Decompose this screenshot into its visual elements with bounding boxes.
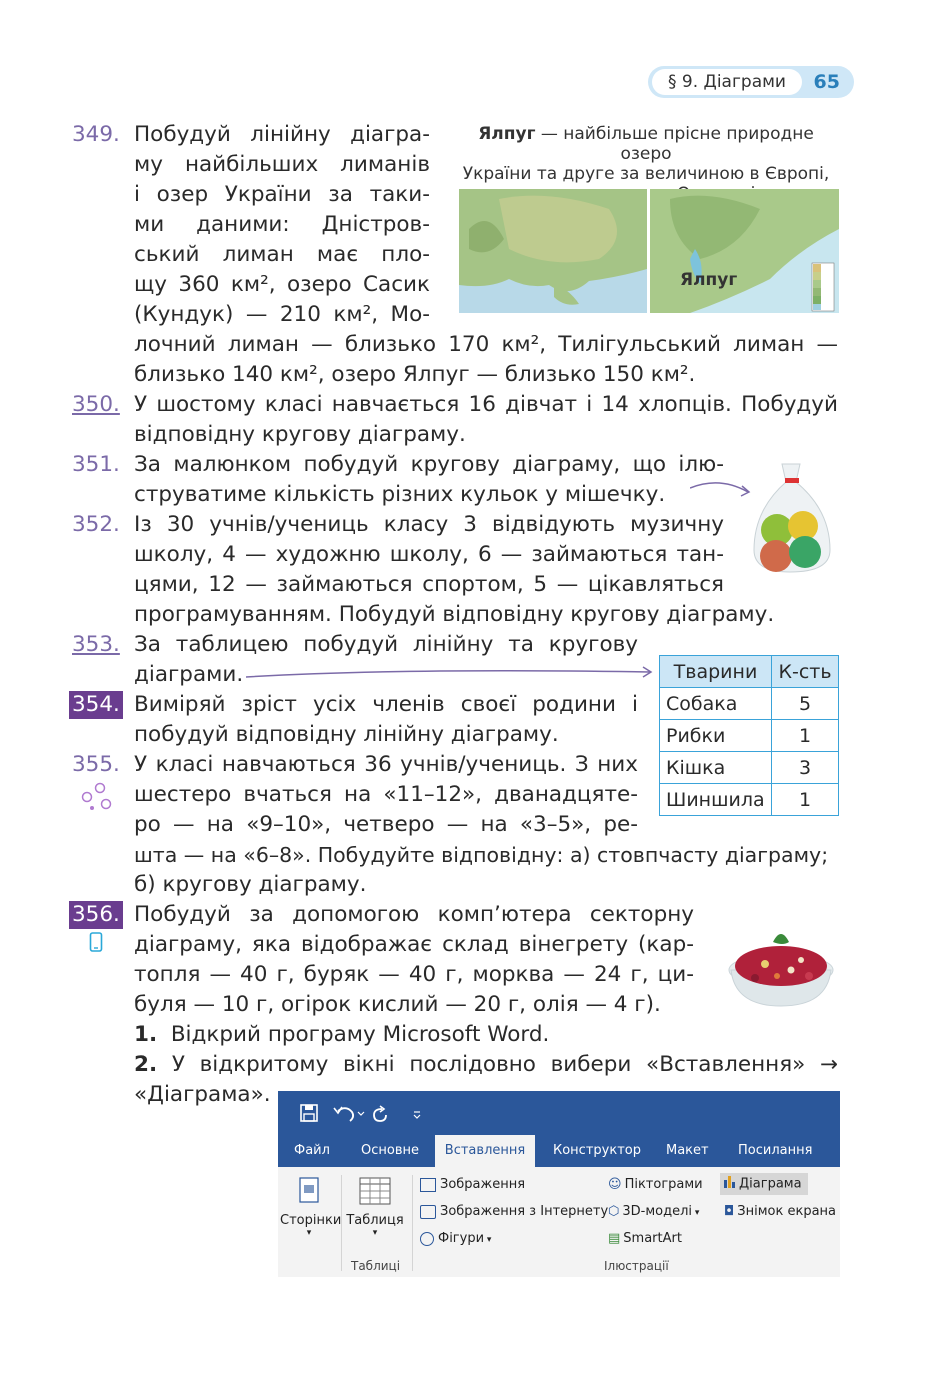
elevation-legend — [812, 263, 834, 311]
images-label: Зображення — [440, 1177, 526, 1192]
exercise-351-number: 351. — [72, 452, 120, 477]
text-line: щу 360 км², озеро Сасик — [134, 272, 430, 297]
tables-group-label: Таблиці — [351, 1259, 401, 1273]
table-cell: Собака — [660, 688, 772, 720]
step-2-text: У відкритому вікні послідовно вибери «Вставлення» → — [171, 1052, 838, 1077]
caption-rest: — найбільше прісне природне озеро — [535, 124, 814, 164]
image-icon — [420, 1178, 436, 1192]
ukraine-map — [459, 189, 647, 313]
icons-icon: ☺ — [608, 1177, 622, 1192]
text-line: (Кундук) — 210 км², Мо- — [134, 302, 430, 327]
exercise-355-number: 355. — [72, 752, 120, 777]
smartart-button[interactable] — [608, 1231, 682, 1246]
table-row — [660, 784, 839, 816]
table-label: Таблиця — [346, 1213, 404, 1228]
text-line: Побудуй лінійну діагра- — [134, 122, 430, 147]
smartart-icon: ▤ — [608, 1231, 621, 1246]
word-ribbon-screenshot — [278, 1091, 840, 1277]
table-row — [660, 688, 839, 720]
chart-label: Діаграма — [739, 1176, 802, 1192]
quick-access-icons — [300, 1103, 450, 1125]
3d-models-label: 3D-моделі — [622, 1204, 692, 1219]
table-header-cell: Тварини — [660, 656, 772, 688]
text-line: За таблицею побудуй лінійну та кругову — [134, 632, 638, 657]
text-line: цями, 12 — займаються спортом, 5 — цікавляться — [134, 572, 724, 597]
group-work-icon — [80, 782, 114, 812]
text-line: Побудуй за допомогою комп’ютера секторну — [134, 902, 694, 927]
pages-label: Сторінки — [280, 1213, 342, 1228]
exercise-349-number: 349. — [72, 122, 120, 147]
table-row — [660, 720, 839, 752]
tab-insert[interactable]: Вставлення — [435, 1135, 535, 1167]
text-line: діаграми. — [134, 662, 244, 687]
yalpuh-map — [650, 189, 839, 313]
step-1 — [134, 1020, 549, 1050]
shapes-label: Фігури — [438, 1231, 485, 1246]
map-label: Ялпуг — [680, 270, 738, 290]
tab-references[interactable]: Посилання — [738, 1143, 813, 1158]
chart-button[interactable] — [720, 1173, 808, 1195]
table-header-cell: К-сть — [772, 656, 839, 688]
caption-line2: України та друге за величиною в Європі, — [462, 164, 830, 184]
shapes-button[interactable]: Фігури ▾ — [420, 1231, 491, 1246]
text-line: ський лиман має пло- — [134, 242, 430, 267]
text-line: му найбільших лиманів — [134, 152, 430, 177]
vinaigrette-salad-image — [725, 920, 837, 1010]
exercise-354-number: 354. — [69, 691, 123, 719]
animals-table — [659, 655, 839, 816]
images-button[interactable] — [420, 1177, 525, 1192]
table-icon — [359, 1177, 391, 1205]
online-images-button[interactable] — [420, 1204, 608, 1219]
3d-models-button[interactable]: ⬡ 3D-моделі ▾ — [608, 1204, 700, 1219]
text-line: ми даними: Дністров- — [134, 212, 430, 237]
text-line: школу, 4 — художню школу, 6 — займаються тан- — [134, 542, 724, 567]
computer-task-icon — [89, 932, 103, 952]
quick-access-toolbar — [278, 1091, 840, 1135]
tab-layout[interactable]: Макет — [666, 1143, 709, 1158]
exercise-352-number: 352. — [72, 512, 120, 537]
text-line: струватиме кількість різних кульок у мішечку. — [134, 482, 666, 507]
pages-button[interactable]: Сторінки ▾ — [280, 1175, 338, 1257]
online-images-label: Зображення з Інтернету — [440, 1204, 609, 1219]
text-line: програмуванням. Побудуй відповідну кругову діаграму. — [134, 602, 775, 627]
ribbon-tabs — [278, 1135, 840, 1167]
tab-file[interactable]: Файл — [294, 1143, 330, 1158]
table-cell: Кішка — [660, 752, 772, 784]
table-cell: 1 — [772, 784, 839, 816]
smartart-label: SmartArt — [623, 1231, 682, 1246]
text-line: діаграму, яка відображає склад вінегрету (кар- — [134, 932, 694, 957]
shapes-icon — [420, 1232, 434, 1246]
section-title: § 9. Діаграми — [652, 69, 802, 95]
text-line: За малюнком побудуй кругову діаграму, що ілю- — [134, 452, 724, 477]
customize-toolbar-icon[interactable] — [414, 1112, 420, 1118]
text-line: відповідну кругову діаграму. — [134, 422, 466, 447]
text-line: шестеро вчаться на «11–12», дванадцяте- — [134, 782, 638, 807]
undo-icon[interactable] — [334, 1107, 364, 1121]
text-line: близько 140 км², озеро Ялпуг — близько 150 км². — [134, 362, 696, 387]
pages-icon — [298, 1177, 320, 1203]
step-2-continued: «Діаграма». — [134, 1082, 271, 1107]
exercise-350-number[interactable]: 350. — [72, 392, 120, 417]
table-cell: Шиншила — [660, 784, 772, 816]
table-cell: 3 — [772, 752, 839, 784]
online-image-icon — [420, 1205, 436, 1219]
caption-bold: Ялпуг — [478, 124, 536, 144]
table-cell: 5 — [772, 688, 839, 720]
icons-label: Піктограми — [624, 1177, 703, 1192]
table-row — [660, 752, 839, 784]
text-line: Виміряй зріст усіх членів своєї родини і — [134, 692, 638, 717]
table-pointer-arrow — [246, 662, 658, 684]
exercise-349-text — [134, 120, 430, 330]
screenshot-button[interactable] — [724, 1204, 836, 1219]
step-2 — [134, 1050, 838, 1080]
exercise-353-number[interactable]: 353. — [72, 632, 120, 657]
save-icon[interactable] — [301, 1105, 317, 1121]
redo-icon[interactable] — [374, 1106, 386, 1121]
icons-button[interactable] — [608, 1177, 703, 1192]
step-1-number: 1. — [134, 1022, 158, 1047]
step-2-number: 2. — [134, 1052, 158, 1077]
text-line: шта — на «6–8». Побудуйте відповідну: а) стовпчасту діаграму; — [134, 843, 829, 867]
page-number: 65 — [813, 71, 840, 93]
text-line: б) кругову діаграму. — [134, 872, 367, 897]
screenshot-label: Знімок екрана — [737, 1204, 837, 1219]
illustrations-group-label: Ілюстрації — [604, 1259, 669, 1273]
text-line: топля — 40 г, буряк — 40 г, морква — 24 г, ци- — [134, 962, 694, 987]
text-line: У шостому класі навчається 16 дівчат і 14 хлопців. Побудуй — [134, 392, 838, 417]
text-line: побудуй відповідну лінійну діаграму. — [134, 722, 559, 747]
text-line: і озер України за таки- — [134, 182, 430, 207]
table-header-row — [660, 656, 839, 688]
table-button[interactable]: Таблиця ▾ — [344, 1175, 406, 1257]
text-line: У класі навчаються 36 учнів/учениць. З них — [134, 752, 638, 777]
step-1-text: Відкрий програму Microsoft Word. — [170, 1022, 550, 1047]
text-line: буля — 10 г, огірок кислий — 20 г, олія — 4 г). — [134, 992, 661, 1017]
exercise-356-number: 356. — [69, 901, 123, 929]
text-line: Із 30 учнів/учениць класу 3 відвідують музичну — [134, 512, 724, 537]
tab-home[interactable]: Основне — [361, 1143, 419, 1158]
text-line: лочний лиман — близько 170 км², Тилігульський лиман — — [134, 332, 838, 357]
cube-icon: ⬡ — [608, 1204, 620, 1219]
table-cell: 1 — [772, 720, 839, 752]
text-line: ро — на «9–10», четверо — на «3–5», ре- — [134, 812, 638, 837]
page-header — [648, 66, 854, 98]
camera-icon: ◘ — [724, 1204, 735, 1219]
table-cell: Рибки — [660, 720, 772, 752]
chart-icon — [724, 1176, 735, 1192]
tab-design[interactable]: Конструктор — [553, 1143, 641, 1158]
